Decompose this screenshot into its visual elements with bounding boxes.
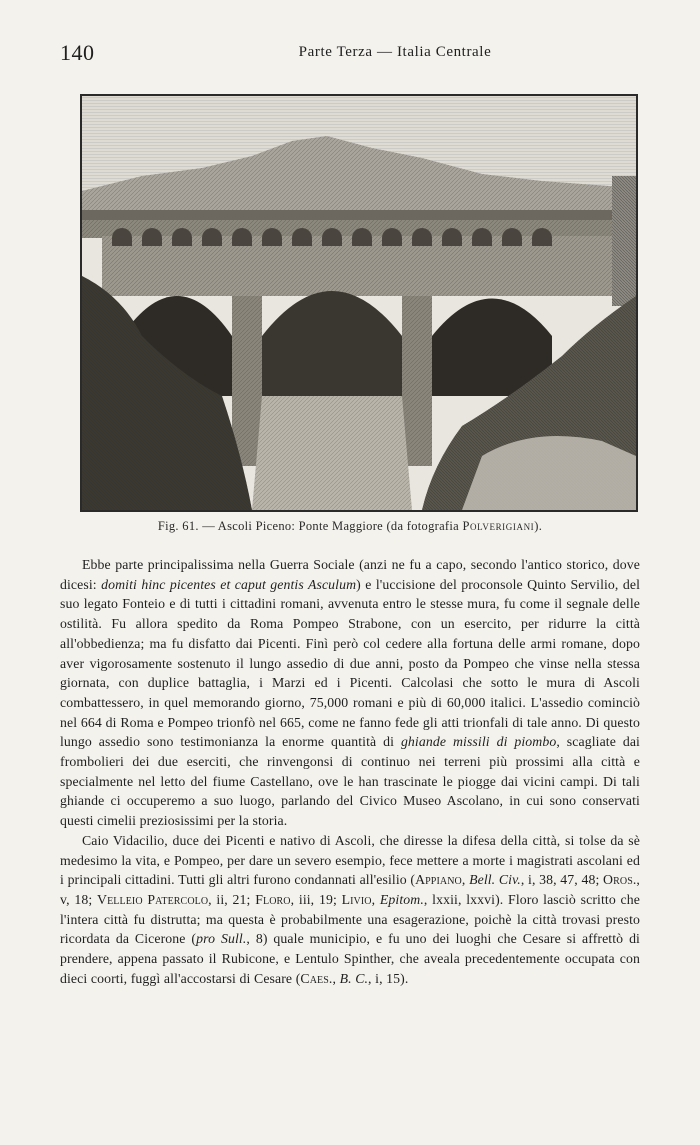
caption-text: Fig. 61. — Ascoli Piceno: Ponte Maggiore (da fotografia (157, 519, 463, 533)
work-title: pro Sull. (196, 931, 247, 947)
text-run: , scagliate dai frombolieri dei due eserciti, che rinvengonsi di continuo nei terreni più prossimi alla città e specialmente nel letto del fiume Castellano, ove le han trascinate le piogge dai vicini campi. Di tali ghiande ci occuperemo a suo luogo, parlando del Civico Museo Ascolano, in cui sono conservati questi cimelii preziosissimi per la storia. (60, 734, 640, 829)
work-title: Bell. Civ. (469, 872, 521, 888)
body-text (60, 555, 640, 988)
page-number: 140 (60, 40, 95, 65)
text-run: ) e l'uccisione del proconsole Quinto Servilio, del suo legato Fonteio e di tutti i cittadini romani, avvenuta entro le stesse mura, fu come il segnale delle ostilità. Fu allora spedito da Roma Pompeo Strabone, con un esercito, per ridurre la città all'obbedienza; ma fu disfatto dai Picenti. Finì però col cedere alla fortuna delle armi romane, dopo aver vigorosamente sostenuto il lungo assedio di due anni, posto da Pompeo che vinse nella stessa giornata, con duplice battaglia, i Marzi ed i Picenti. Calcolasi che sotto le mura di Ascoli combattessero, in quel memorando giorno, 75,000 romani e più di 60,000 italici. L'assedio cominciò nel 664 di Roma e Pompeo trionfò nel 665, come ne fanno fede gli atti trionfali di tale anno. Di questo lungo assedio sono testimonianza la enorme quantità di (60, 576, 641, 750)
text-run: , (332, 970, 340, 986)
text-run: Ebbe parte principalissima nella Guerra Sociale (anzi ne fu a capo, secondo l'antico storico, dove dicesi: (60, 557, 640, 592)
caption-end: ). (534, 519, 543, 533)
latin-quote: domiti hinc picentes et caput gentis Asculum (101, 576, 357, 592)
text-run: , lxxii, lxxvi). Floro lasciò scritto che l'intera città fu distrutta; ma questa è probabilmente una esagerazione, poichè la città trovasi presto ricordata da Cicerone ( (60, 891, 640, 947)
text-run: Caio Vidacilio, duce dei Picenti e nativo di Ascoli, che diresse la difesa della città, si tolse da sè medesimo la vita, e Pompeo, per dare un severo esempio, fece mettere a morte i magistrati ascolani ed i principali cittadini. Tutti gli altri furono condannati all'esilio ( (60, 832, 640, 888)
bridge-engraving (80, 94, 638, 512)
work-title: B. C. (339, 970, 369, 986)
author-name: Oros. (603, 872, 637, 888)
figure-caption (60, 519, 640, 534)
running-title: Parte Terza — Italia Centrale (298, 44, 492, 60)
text-run: , iii, 19; (290, 891, 342, 907)
author-name: Livio (341, 891, 372, 907)
text-run: , (371, 891, 380, 907)
page-header (60, 40, 640, 66)
text-run: , (461, 872, 470, 888)
text-run: , ii, 21; (208, 891, 256, 907)
paragraph-1 (60, 555, 640, 831)
text-run: , v, 18; (60, 872, 640, 907)
author-name: Caes. (300, 970, 333, 986)
caption-credit: Polverigiani (462, 519, 535, 533)
text-run: , i, 15). (368, 970, 409, 986)
text-run: , 8) quale municipio, e fu uno dei luoghi che Cesare si affrettò di prendere, appena passato il Rubicone, e Lentulo Spinther, che aveala precedentemente occupata con dieci coorti, fuggì all'accostarsi di Cesare ( (60, 931, 640, 986)
author-name: Velleio Patercolo (97, 891, 209, 907)
text-run: , i, 38, 47, 48; (520, 872, 604, 888)
bridge-illustration (82, 96, 636, 510)
paragraph-2 (60, 831, 640, 989)
author-name: Appiano (415, 872, 462, 888)
work-title: Epitom. (379, 891, 424, 907)
italic-term: ghiande missili di piombo (400, 734, 557, 750)
author-name: Floro (255, 891, 291, 907)
